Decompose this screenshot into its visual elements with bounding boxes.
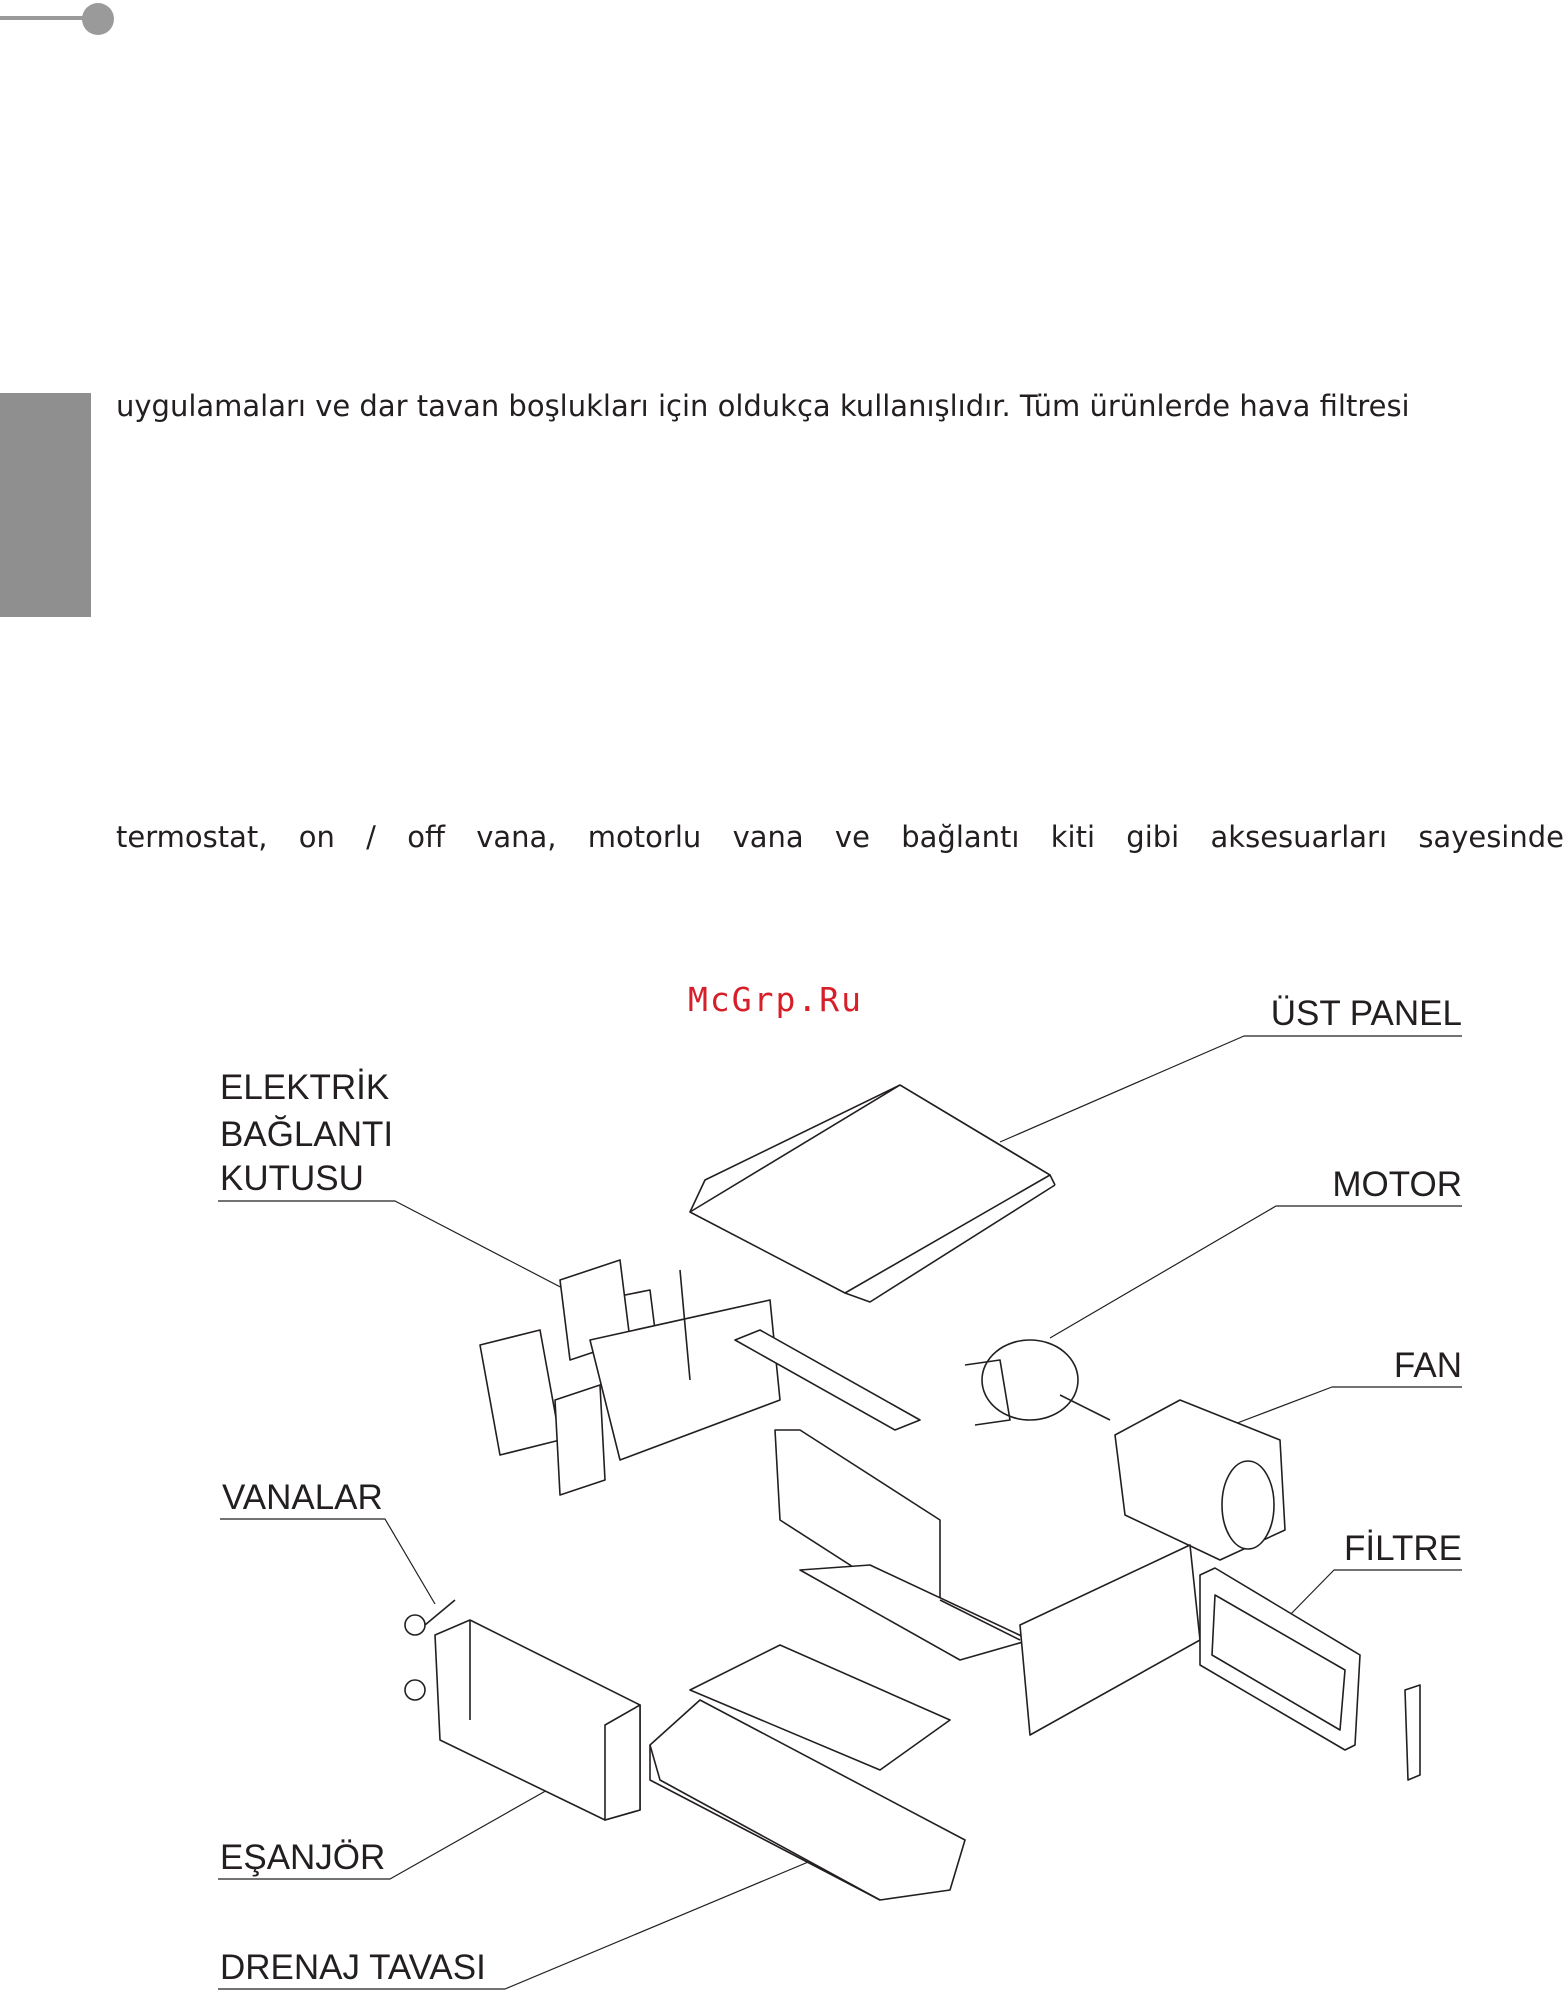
label-elektrik-3: KUTUSU [220,1159,364,1198]
top-panel-part [690,1085,1055,1302]
drain-pan-part [650,1645,965,1900]
label-fan: FAN [1393,1346,1462,1385]
paragraph-1: uygulamaları ve dar tavan boşlukları için oldukça kullanışlıdır. Tüm ürünlerde hava filtresi [116,389,1410,423]
label-drenaj-tavasi: DRENAJ TAVASI [220,1948,486,1987]
fan-part [1115,1400,1285,1560]
label-elektrik-2: BAĞLANTI [220,1115,394,1154]
label-motor: MOTOR [1332,1165,1462,1204]
label-ust-panel: ÜST PANEL [1270,994,1462,1033]
filter-part [1200,1568,1420,1780]
label-elektrik-1: ELEKTRİK [220,1068,390,1107]
watermark: McGrp.Ru [688,980,863,1019]
heat-exchanger-part [405,1600,640,1820]
label-vanalar: VANALAR [222,1478,383,1517]
paragraph-2: termostat, on / off vana, motorlu vana ve bağlantı kiti gibi aksesuarları sayesinde [116,820,1564,854]
label-filtre: FİLTRE [1344,1529,1462,1568]
electric-box-part [480,1260,920,1495]
label-esanjor: EŞANJÖR [220,1838,386,1877]
motor-part [965,1340,1110,1425]
